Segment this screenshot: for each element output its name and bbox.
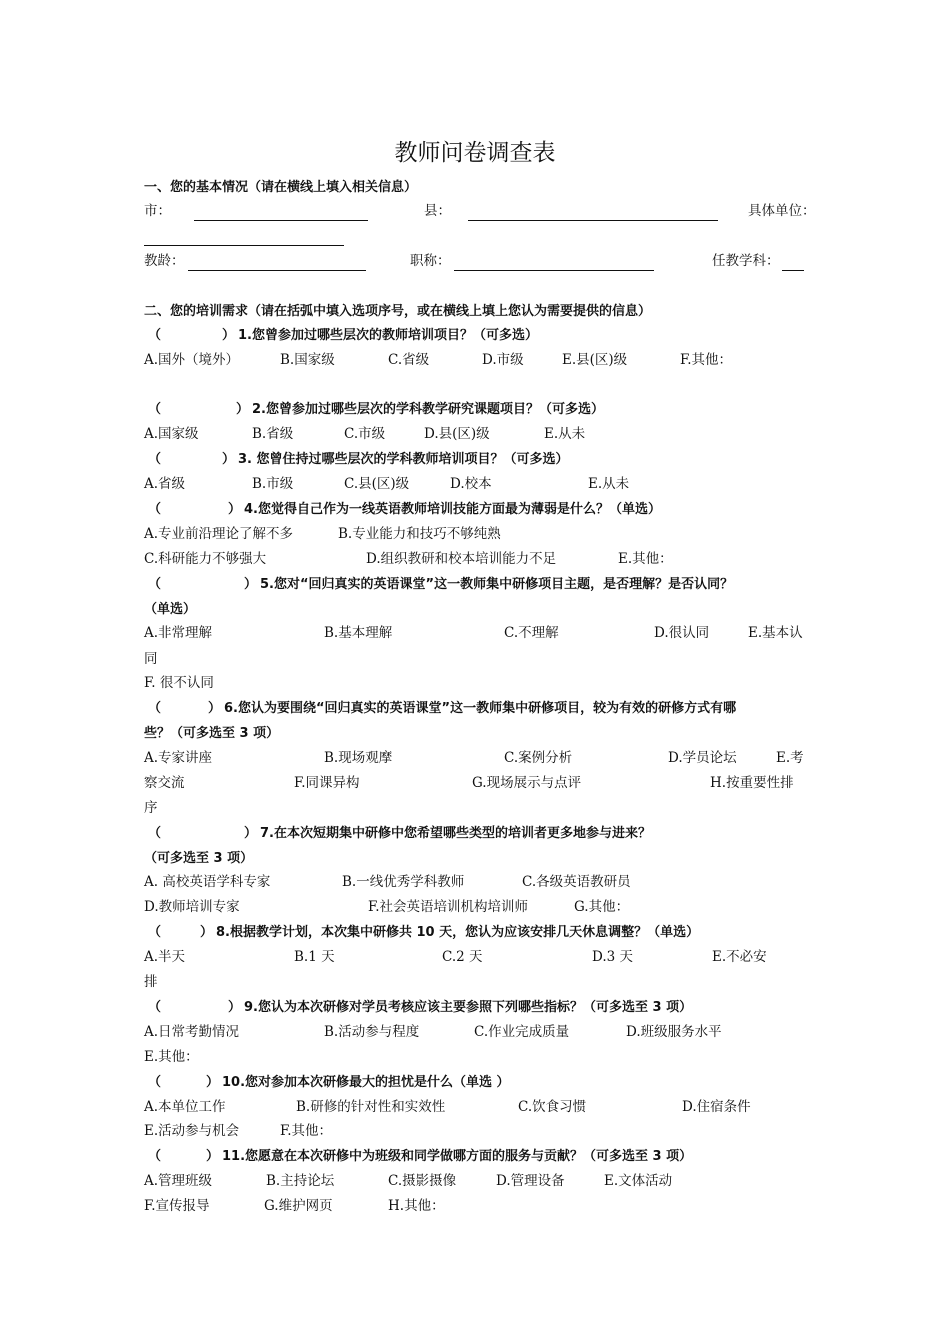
question-6-continued: 些？（可多选至 3 项） [144,726,280,741]
question-6-options-row-1 [144,746,814,771]
option-c: C.饮食习惯 [518,1099,587,1115]
question-text: 11.您愿意在本次研修中为班级和同学做哪方面的服务与贡献？（可多选至 3 项） [222,1149,693,1164]
question-5-options-row-2: 同 [144,651,158,667]
answer-paren-close[interactable]: ） [208,701,222,716]
option-a: A.国外（境外） [144,352,240,368]
question-text: 8.根据教学计划，本次集中研修共 10 天，您认为应该安排几天休息调整？（单选） [216,925,700,940]
city-label: 市： [144,203,171,219]
option-c: C.案例分析 [504,750,573,766]
page-title: 教师问卷调查表 [394,140,556,166]
option-a: A.专家讲座 [144,750,213,766]
option-a: A.非常理解 [144,625,213,641]
option-d: D.教师培训专家 [144,899,240,915]
answer-paren-close[interactable]: ） [206,1075,220,1090]
question-7-options-row-1 [144,870,814,895]
option-b: B.一线优秀学科教师 [342,874,465,890]
answer-paren-open: （ [148,577,162,592]
option-c: C.市级 [344,426,386,442]
option-h: H.按重要性排 [710,775,794,791]
option-d: D.住宿条件 [682,1099,751,1115]
question-5-options-row-1 [144,621,814,646]
option-d: D.市级 [482,352,524,368]
option-c: C.不理解 [504,625,559,641]
question-10 [144,1070,814,1095]
option-b: B.市级 [252,476,294,492]
option-a: A.半天 [144,949,186,965]
option-a: A. 高校英语学科专家 [144,874,271,890]
question-10-options-row-1 [144,1095,814,1120]
answer-paren-open: （ [148,1000,162,1015]
option-b: B.省级 [252,426,294,442]
option-b: B.研修的针对性和实效性 [296,1099,446,1115]
answer-paren-open: （ [148,701,162,716]
option-b: B.主持论坛 [266,1173,335,1189]
question-11-options-row-1 [144,1169,814,1194]
question-4-options-row-1 [144,522,814,547]
answer-paren-open: （ [148,402,162,417]
option-e: E.其他： [618,551,673,567]
answer-paren-close[interactable]: ） [222,452,236,467]
answer-paren-open: （ [148,925,162,940]
question-text: 1.您曾参加过哪些层次的教师培训项目？（可多选） [238,328,538,343]
option-a: A.本单位工作 [144,1099,226,1115]
option-f: F.其他： [680,352,733,368]
option-b: B.现场观摩 [324,750,393,766]
question-9-options-row-1 [144,1020,814,1045]
question-text: 2.您曾参加过哪些层次的学科教学研究课题项目？（可多选） [252,402,604,417]
question-text: 5.您对“回归真实的英语课堂”这一教师集中研修项目主题，是否理解？是否认同？ [260,577,734,592]
option-b: B.活动参与程度 [324,1024,420,1040]
basic-info-row-3 [144,249,814,274]
option-e: E.活动参与机会 [144,1123,240,1139]
county-field[interactable] [468,203,718,221]
option-d: D.县(区)级 [424,426,490,442]
option-f: F.社会英语培训机构培训师 [368,899,529,915]
question-6-options-row-2 [144,771,814,796]
option-h: H.其他： [388,1198,445,1214]
answer-paren-open: （ [148,452,162,467]
answer-paren-close[interactable]: ） [244,826,258,841]
question-5-continued: （单选） [144,602,197,617]
option-d: D.组织教研和校本培训能力不足 [366,551,557,567]
question-8-options-row-1 [144,945,814,970]
question-11 [144,1144,814,1169]
option-g: G.维护网页 [264,1198,333,1214]
question-text: 9.您认为本次研修对学员考核应该主要参照下列哪些指标？（可多选至 3 项） [244,1000,693,1015]
answer-paren-open: （ [148,1075,162,1090]
option-f: F.其他： [280,1123,333,1139]
unit-field[interactable] [144,228,344,246]
option-a: A.专业前沿理论了解不多 [144,526,294,542]
question-1 [144,323,814,348]
answer-paren-close[interactable]: ） [222,328,236,343]
subject-field[interactable] [782,253,804,271]
question-5-options-row-3: F. 很不认同 [144,675,214,691]
subject-label: 任教学科： [712,253,780,269]
question-9 [144,995,814,1020]
option-e: E.考 [776,750,804,766]
county-label: 县： [424,203,451,219]
option-e-continued: 察交流 [144,775,185,791]
answer-paren-close[interactable]: ） [200,925,214,940]
answer-paren-open: （ [148,1149,162,1164]
section2-heading: 二、您的培训需求（请在括弧中填入选项序号，或在横线上填上您认为需要提供的信息） [144,304,652,319]
question-text: 10.您对参加本次研修最大的担忧是什么（单选 ） [222,1075,510,1090]
question-2 [144,397,814,422]
answer-paren-close[interactable]: ） [236,402,250,417]
question-4 [144,497,814,522]
question-7-continued: （可多选至 3 项） [144,851,254,866]
option-c: C.各级英语教研员 [522,874,631,890]
option-d: D.校本 [450,476,492,492]
option-e: E.从未 [544,426,586,442]
option-a: A.管理班级 [144,1173,213,1189]
question-7 [144,821,814,846]
question-4-options-row-2 [144,547,814,572]
option-g: G.其他： [574,899,630,915]
question-3 [144,447,814,472]
question-9-options-row-2: E.其他： [144,1049,199,1065]
question-10-options-row-2 [144,1119,814,1144]
title-rank-label: 职称： [410,253,451,269]
option-c: C.2 天 [442,949,483,965]
answer-paren-close[interactable]: ） [228,1000,242,1015]
city-field[interactable] [194,203,368,221]
option-d: D.管理设备 [496,1173,565,1189]
question-5 [144,572,814,597]
option-e: E.文体活动 [604,1173,673,1189]
option-c: C.县(区)级 [344,476,410,492]
option-e: E.基本认 [748,625,803,641]
option-b: B.1 天 [294,949,335,965]
answer-paren-open: （ [148,826,162,841]
option-g: G.现场展示与点评 [472,775,582,791]
section1-heading: 一、您的基本情况（请在横线上填入相关信息） [144,180,418,195]
option-a: A.日常考勤情况 [144,1024,240,1040]
answer-paren-close[interactable]: ） [228,502,242,517]
question-8-options-row-2: 排 [144,974,158,990]
option-b: B.基本理解 [324,625,393,641]
option-d: D.学员论坛 [668,750,737,766]
option-b: B.专业能力和技巧不够纯熟 [338,526,501,542]
answer-paren-open: （ [148,502,162,517]
option-a: A.国家级 [144,426,199,442]
answer-paren-close[interactable]: ） [206,1149,220,1164]
teaching-age-label: 教龄： [144,253,185,269]
option-d: D.很认同 [654,625,710,641]
unit-label: 具体单位： [748,203,816,219]
option-e: E.从未 [588,476,630,492]
option-e: E.不必安 [712,949,767,965]
option-f: F.同课异构 [294,775,360,791]
question-text: 7.在本次短期集中研修中您希望哪些类型的培训者更多地参与进来？ [260,826,651,841]
question-text: 6.您认为要围绕“回归真实的英语课堂”这一教师集中研修项目，较为有效的研修方式有哪 [224,701,737,716]
question-3-options [144,472,814,497]
title-rank-field[interactable] [454,253,654,271]
option-e: E.县(区)级 [562,352,628,368]
answer-paren-open: （ [148,328,162,343]
question-1-options [144,348,814,373]
question-7-options-row-2 [144,895,814,920]
option-c: C.省级 [388,352,430,368]
question-6 [144,696,814,721]
question-6-options-row-3: 序 [144,800,158,816]
basic-info-row-2 [144,224,814,249]
question-text: 3. 您曾住持过哪些层次的学科教师培训项目？（可多选） [238,452,569,467]
question-8 [144,920,814,945]
option-c: C.作业完成质量 [474,1024,570,1040]
option-c: C.科研能力不够强大 [144,551,267,567]
option-a: A.省级 [144,476,186,492]
answer-paren-close[interactable]: ） [244,577,258,592]
option-d: D.班级服务水平 [626,1024,722,1040]
option-d: D.3 天 [592,949,634,965]
question-text: 4.您觉得自己作为一线英语教师培训技能方面最为薄弱是什么？（单选） [244,502,661,517]
question-2-options [144,422,814,447]
option-f: F.宣传报导 [144,1198,210,1214]
option-b: B.国家级 [280,352,335,368]
option-c: C.摄影摄像 [388,1173,457,1189]
question-11-options-row-2 [144,1194,814,1219]
teaching-age-field[interactable] [188,253,366,271]
basic-info-row-1 [144,199,814,224]
